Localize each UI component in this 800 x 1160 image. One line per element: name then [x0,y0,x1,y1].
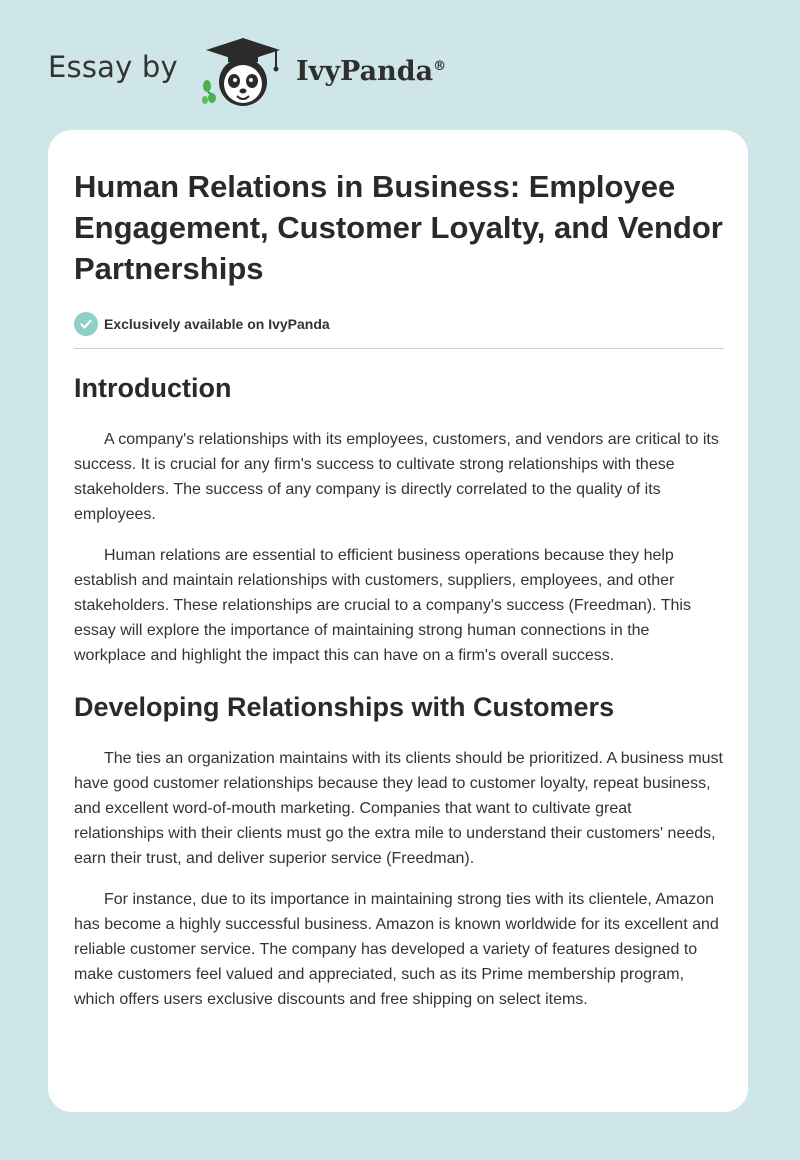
essay-by-label: Essay by [48,50,178,84]
panda-graduate-mascot-icon [200,36,286,110]
exclusive-badge-label: Exclusively available on IvyPanda [104,316,330,332]
title-divider [74,348,724,349]
registered-mark: ® [433,59,447,74]
paragraph: For instance, due to its importance in maintaining strong ties with its clientele, Amazon has become a highly successful business. Amazon is known worldwide for its excellent and reliable customer service. The company has developed a variety of features designed to make customers feel valued and appreciated, such as its Prime membership program, which offers users exclusive discounts and free shipping on select items. [74,891,719,1008]
section-heading-introduction: Introduction [74,373,232,403]
check-circle-icon [74,312,98,336]
exclusive-badge [74,312,724,336]
essay-title: Human Relations in Business: Employee Engagement, Customer Loyalty, and Vendor Partnerships [74,169,723,286]
brand-name [296,56,446,87]
paragraph: The ties an organization maintains with its clients should be prioritized. A business must have good customer relationships because they lead to customer loyalty, repeat business, and excellent word-of-mouth marketing. Companies that want to cultivate great relationships with their clients must go the extra mile to understand their customers' needs, earn their trust, and deliver superior service (Freedman). [74,750,723,867]
essay-content [74,166,724,1012]
paragraph: A company's relationships with its employees, customers, and vendors are critical to its success. It is crucial for any firm's success to cultivate strong relationships with these stakeholders. The success of any company is directly correlated to the quality of its employees. [74,431,719,523]
essay-card [48,130,748,1112]
paragraph: Human relations are essential to efficient business operations because they help establish and maintain relationships with customers, suppliers, employees, and other stakeholders. These relationships are crucial to a company's success (Freedman). This essay will explore the importance of maintaining strong human connections in the workplace and highlight the impact this can have on a firm's overall success. [74,547,691,664]
section-heading-customers: Developing Relationships with Customers [74,692,615,722]
site-header [48,34,508,110]
brand-label: IvyPanda [296,56,434,87]
